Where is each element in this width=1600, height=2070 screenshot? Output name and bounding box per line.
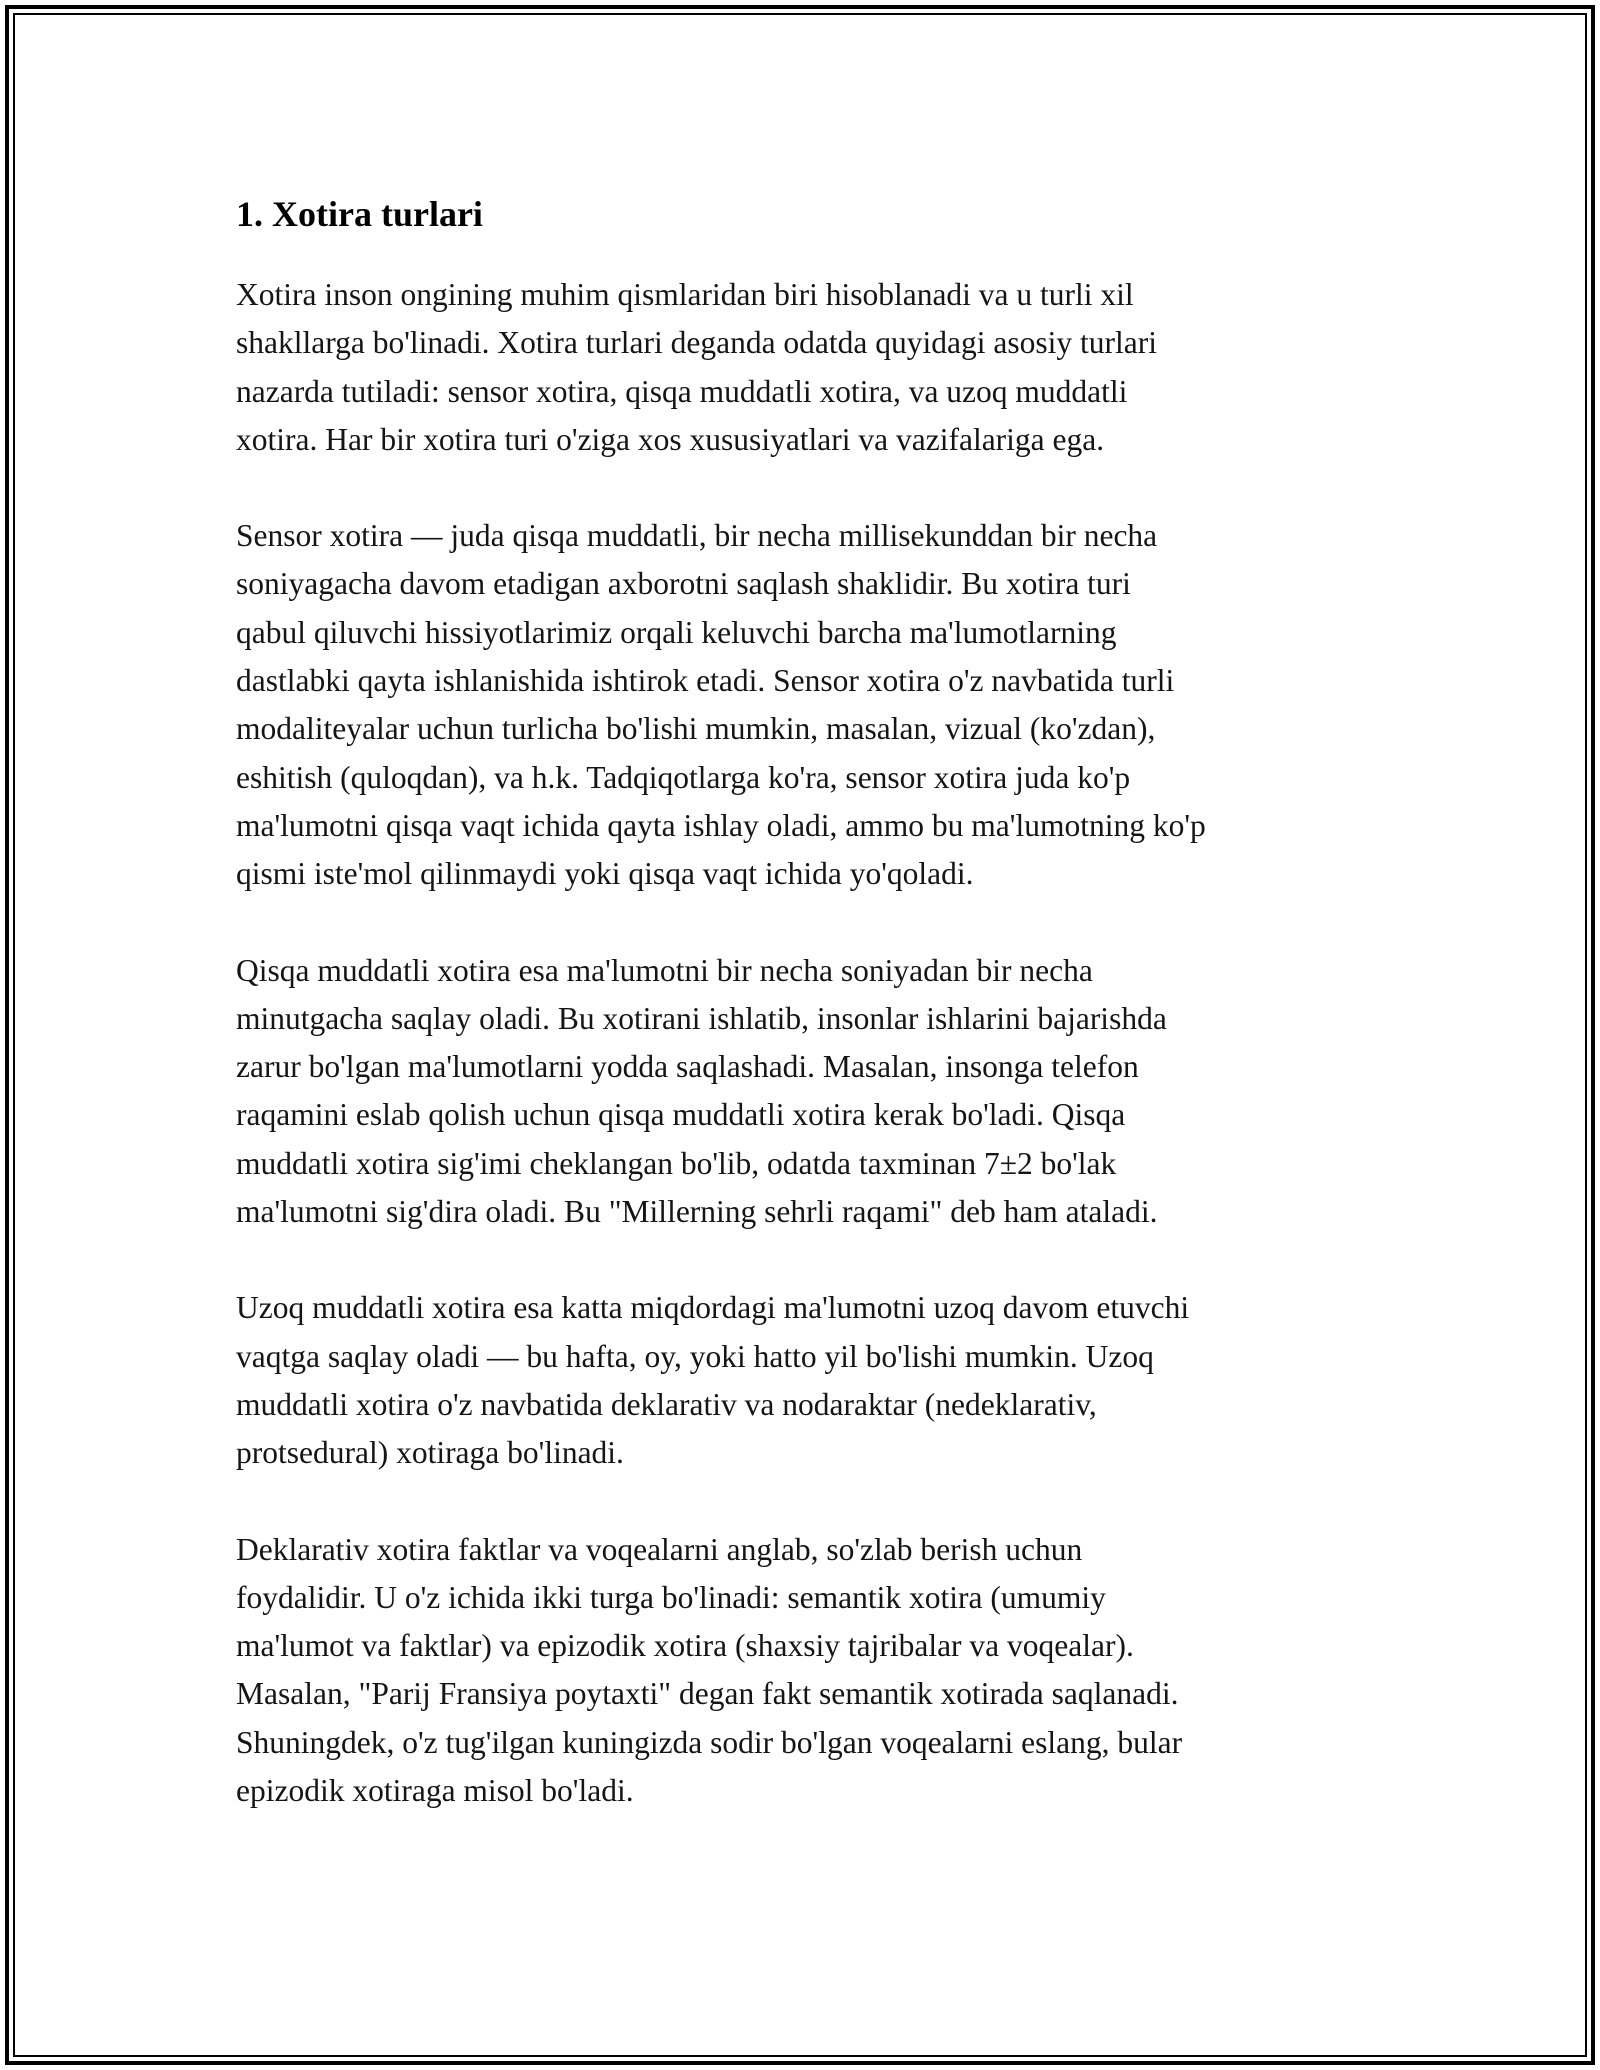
text-line: muddatli xotira sig'imi cheklangan bo'lib, odatda taxminan 7±2 bo'lak: [236, 1145, 1117, 1181]
text-line: Masalan, "Parij Fransiya poytaxti" degan fakt semantik xotirada saqlanadi.: [236, 1676, 1179, 1712]
text-line: soniyagacha davom etadigan axborotni saqlash shaklidir. Bu xotira turi: [236, 566, 1131, 602]
text-line: Xotira inson ongining muhim qismlaridan biri hisoblanadi va u turli xil: [236, 277, 1134, 312]
document-body: [236, 190, 1376, 1863]
text-line: protsedural) xotiraga bo'linadi.: [236, 1435, 624, 1471]
body-paragraph: [236, 271, 1376, 464]
body-paragraph: [236, 512, 1376, 898]
text-line: nazarda tutiladi: sensor xotira, qisqa muddatli xotira, va uzoq muddatli: [236, 373, 1128, 409]
text-line: minutgacha saqlay oladi. Bu xotirani ishlatib, insonlar ishlarini bajarishda: [236, 1000, 1167, 1036]
text-line: muddatli xotira o'z navbatida deklarativ va nodaraktar (nedeklarativ,: [236, 1386, 1097, 1422]
text-line: qismi iste'mol qilinmaydi yoki qisqa vaqt ichida yo'qoladi.: [236, 856, 974, 892]
section-heading: 1. Xotira turlari: [236, 194, 483, 234]
text-line: Qisqa muddatli xotira esa ma'lumotni bir necha soniyadan bir necha: [236, 952, 1093, 988]
text-line: ma'lumotni qisqa vaqt ichida qayta ishlay oladi, ammo bu ma'lumotning ko'p: [236, 807, 1206, 843]
text-line: Uzoq muddatli xotira esa katta miqdordagi ma'lumotni uzoq davom etuvchi: [236, 1290, 1190, 1326]
body-paragraph: [236, 1526, 1376, 1816]
text-line: ma'lumotni sig'dira oladi. Bu "Millerning sehrli raqami" deb ham ataladi.: [236, 1194, 1158, 1230]
text-line: modaliteyalar uchun turlicha bo'lishi mumkin, masalan, vizual (ko'zdan),: [236, 711, 1156, 747]
text-line: raqamini eslab qolish uchun qisqa muddatli xotira kerak bo'ladi. Qisqa: [236, 1097, 1126, 1133]
text-line: Deklarativ xotira faktlar va voqealarni anglab, so'zlab berish uchun: [236, 1531, 1083, 1567]
text-line: zarur bo'lgan ma'lumotlarni yodda saqlashadi. Masalan, insonga telefon: [236, 1049, 1139, 1085]
paragraph-list: [236, 271, 1376, 1815]
text-line: ma'lumot va faktlar) va epizodik xotira (shaxsiy tajribalar va voqealar).: [236, 1628, 1134, 1664]
text-line: vaqtga saqlay oladi — bu hafta, oy, yoki hatto yil bo'lishi mumkin. Uzoq: [236, 1338, 1154, 1374]
text-line: foydalidir. U o'z ichida ikki turga bo'linadi: semantik xotira (umumiy: [236, 1579, 1106, 1615]
text-line: shakllarga bo'linadi. Xotira turlari deganda odatda quyidagi asosiy turlari: [236, 325, 1157, 361]
text-line: dastlabki qayta ishlanishida ishtirok etadi. Sensor xotira o'z navbatida turli: [236, 663, 1175, 699]
body-paragraph: [236, 947, 1376, 1237]
text-line: eshitish (quloqdan), va h.k. Tadqiqotlarga ko'ra, sensor xotira juda ko'p: [236, 759, 1131, 795]
text-line: qabul qiluvchi hissiyotlarimiz orqali keluvchi barcha ma'lumotlarning: [236, 614, 1117, 650]
text-line: xotira. Har bir xotira turi o'ziga xos xususiyatlari va vazifalariga ega.: [236, 421, 1105, 457]
text-line: Sensor xotira — juda qisqa muddatli, bir necha millisekunddan bir necha: [236, 518, 1158, 554]
text-line: Shuningdek, o'z tug'ilgan kuningizda sodir bo'lgan voqealarni eslang, bular: [236, 1724, 1183, 1760]
body-paragraph: [236, 1284, 1376, 1477]
text-line: epizodik xotiraga misol bo'ladi.: [236, 1773, 634, 1809]
